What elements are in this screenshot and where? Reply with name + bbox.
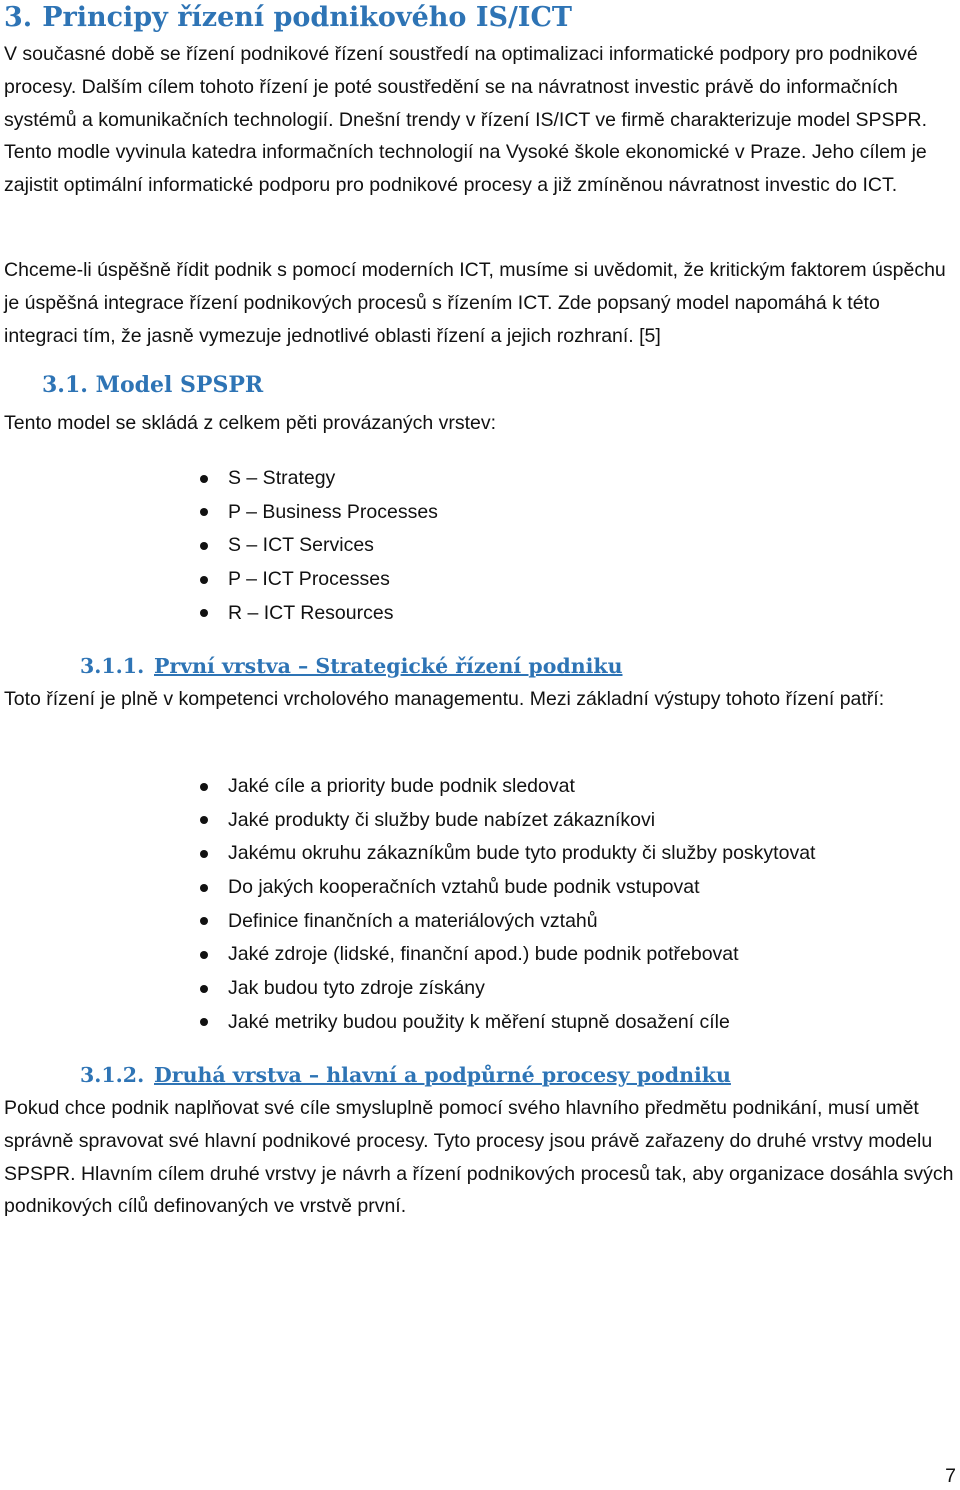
strategy-outputs-list [0,770,960,1040]
bullet-icon [200,985,208,993]
heading-number: 3.1.2. [80,1063,145,1087]
bullet-icon [200,609,208,617]
bullet-icon [200,884,208,892]
list-item: P – ICT Processes [0,563,960,597]
paragraph-intro: V současné době se řízení podnikové řízení soustředí na optimalizaci informatické podpory pro podnikové procesy. Dalším cílem tohoto řízení je poté soustředění se na návratnost investic právě do informačních systémů a komunikačních technologií. Dnešní trendy v řízení IS/ICT ve firmě charakterizuje model SPSPR. Tento modle vyvinula katedra informačních technologií na Vysoké škole ekonomické v Praze. Jeho cílem je zajistit optimální informatické podporu pro podnikové procesy a již zmíněnou návratnost investic do ICT. [4,43,928,197]
heading-section-3 [4,2,572,33]
bullet-icon [200,1018,208,1026]
heading-title: Model SPSPR [95,372,264,398]
paragraph-strategy-intro: Toto řízení je plně v kompetenci vrcholového managementu. Mezi základní výstupy tohoto řízení patří: [4,688,885,710]
bullet-icon [200,576,208,584]
list-item: P – Business Processes [0,496,960,530]
list-item: Do jakých kooperačních vztahů bude podnik vstupovat [0,871,960,905]
heading-title: Druhá vrstva – hlavní a podpůrné procesy podniku [154,1063,731,1087]
list-item: Jaké zdroje (lidské, finanční apod.) bude podnik potřebovat [0,938,960,972]
layers-list [0,462,960,630]
bullet-icon [200,951,208,959]
heading-title: Principy řízení podnikového IS/ICT [42,2,573,33]
list-item: Jaké cíle a priority bude podnik sledovat [0,770,960,804]
heading-section-3-1 [42,372,263,398]
heading-number: 3. [4,2,33,33]
list-item: Jak budou tyto zdroje získány [0,972,960,1006]
heading-number: 3.1.1. [80,654,145,678]
bullet-icon [200,850,208,858]
list-item: S – Strategy [0,462,960,496]
bullet-icon [200,917,208,925]
bullet-icon [200,783,208,791]
page-number: 7 [945,1465,956,1487]
heading-number: 3.1. [42,372,88,398]
paragraph-integration: Chceme-li úspěšně řídit podnik s pomocí moderních ICT, musíme si uvědomit, že kritickým faktorem úspěchu je úspěšná integrace řízení podnikových procesů s řízením ICT. Zde popsaný model napomáhá k této integraci tím, že jasně vymezuje jednotlivé oblasti řízení a jejich rozhraní. [5] [4,259,946,347]
list-item: Definice finančních a materiálových vztahů [0,905,960,939]
list-item: S – ICT Services [0,529,960,563]
paragraph-processes: Pokud chce podnik naplňovat své cíle smysluplně pomocí svého hlavního předmětu podnikání, musí umět správně spravovat své hlavní podnikové procesy. Tyto procesy jsou právě zařazeny do druhé vrstvy modelu SPSPR. Hlavním cílem druhé vrstvy je návrh a řízení podnikových procesů tak, aby organizace dosáhla svých podnikových cílů definovaných ve vrstvě první. [4,1097,954,1218]
heading-title: První vrstva – Strategické řízení podniku [154,654,623,678]
bullet-icon [200,542,208,550]
heading-section-3-1-1 [80,654,623,678]
list-item: R – ICT Resources [0,597,960,631]
bullet-icon [200,475,208,483]
list-item: Jaké metriky budou použity k měření stupně dosažení cíle [0,1006,960,1040]
paragraph-model-intro: Tento model se skládá z celkem pěti provázaných vrstev: [4,412,497,434]
bullet-icon [200,508,208,516]
bullet-icon [200,816,208,824]
list-item: Jakému okruhu zákazníkům bude tyto produkty či služby poskytovat [0,837,960,871]
heading-section-3-1-2 [80,1063,731,1087]
list-item: Jaké produkty či služby bude nabízet zákazníkovi [0,804,960,838]
